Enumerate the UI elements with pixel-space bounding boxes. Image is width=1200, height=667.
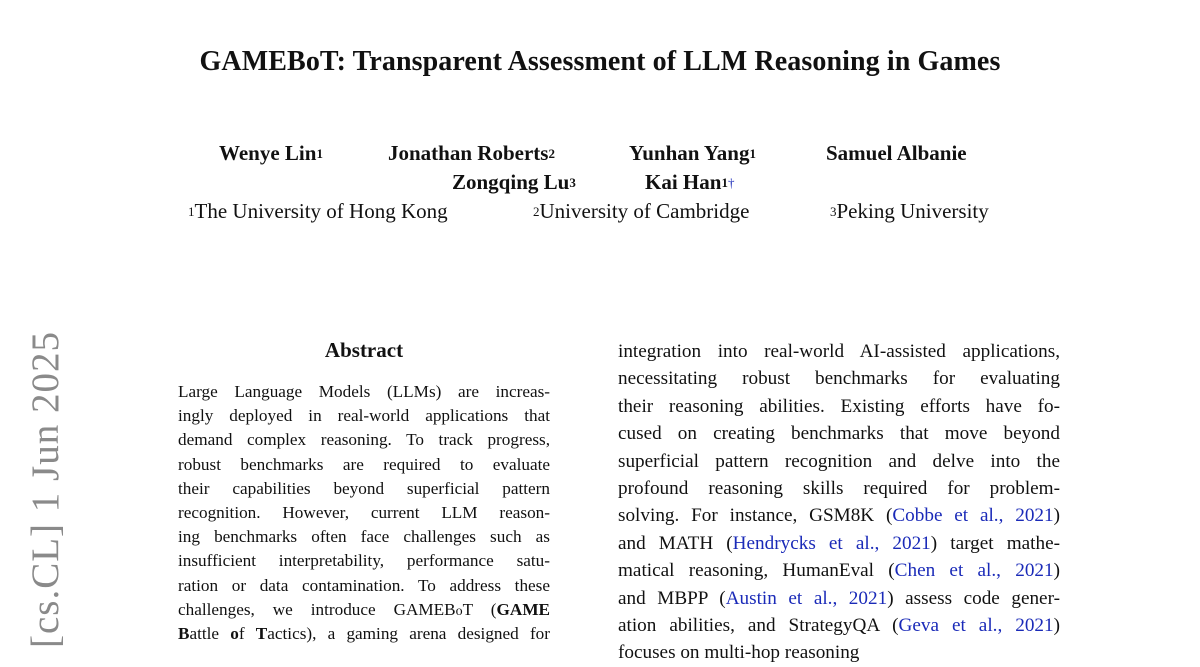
abstract-line: their capabilities beyond superficial pattern [178,478,550,498]
affiliation-peking: $^3$Peking University [830,199,989,223]
intro-line: focuses on multi-hop reasoning [618,642,860,664]
intro-column [618,338,1060,667]
intro-line: and MATH (Hendrycks et al., 2021) target mathe- [618,532,1060,554]
abstract-line: ingly deployed in real-world applications that [178,406,550,426]
citation-link[interactable]: Geva et al., 2021 [898,614,1054,636]
author-kai-han: Kai Han$^{1\dagger}$ [645,170,735,194]
intro-line: solving. For instance, GSM8K (Cobbe et al., 2021) [618,505,1060,527]
affiliation-hku: $^1$The University of Hong Kong [188,199,448,223]
intro-line: profound reasoning skills required for problem- [618,477,1060,499]
abstract-body [178,380,550,646]
corresponding-author-mark: † [727,175,735,190]
arxiv-stamp: [cs.CL] 1 Jun 2025 [24,331,67,648]
abstract-line: recognition. However, current LLM reason- [178,502,550,522]
intro-line: and MBPP (Austin et al., 2021) assess code gener- [618,587,1060,609]
author-yunhan-yang: Yunhan Yang$^1$ [629,141,756,165]
abstract-line: challenges, we introduce GAMEBoT (GAME [178,599,550,619]
abstract-line: Battle of Tactics), a gaming arena designed for [178,623,550,643]
intro-line: necessitating robust benchmarks for evaluating [618,368,1060,390]
abstract-line: ration or data contamination. To address these [178,575,550,595]
citation-link[interactable]: Hendrycks et al., 2021 [732,532,931,554]
intro-line: matical reasoning, HumanEval (Chen et al., 2021) [618,560,1060,582]
intro-line: their reasoning abilities. Existing efforts have fo- [618,395,1060,417]
abstract-line: ing benchmarks often face challenges such as [178,527,550,547]
abstract-line: demand complex reasoning. To track progress, [178,430,550,450]
abstract-line: insufficient interpretability, performance satu- [178,551,550,571]
author-zongqing-lu: Zongqing Lu$^3$ [452,170,576,194]
paper-title: GAMEBoT: Transparent Assessment of LLM Reasoning in Games [199,46,1001,77]
citation-link[interactable]: Chen et al., 2021 [894,560,1054,582]
intro-line: cused on creating benchmarks that move beyond [618,423,1060,445]
affiliation-cambridge: $^2$University of Cambridge [533,199,750,223]
intro-line: integration into real-world AI-assisted applications, [618,341,1060,362]
author-wenye-lin: Wenye Lin$^1$ [219,141,323,165]
intro-line: superficial pattern recognition and delve into the [618,450,1060,472]
abstract-heading: Abstract [324,338,404,362]
citation-link[interactable]: Austin et al., 2021 [725,587,888,609]
abstract-line: Large Language Models (LLMs) are increas- [178,382,550,401]
author-samuel-albanie: Samuel Albanie [826,141,967,165]
author-jonathan-roberts: Jonathan Roberts$^2$ [388,141,555,165]
intro-line: ation abilities, and StrategyQA (Geva et al., 2021) [618,614,1060,636]
abstract-line: robust benchmarks are required to evaluate [178,454,550,474]
citation-link[interactable]: Cobbe et al., 2021 [892,505,1054,527]
